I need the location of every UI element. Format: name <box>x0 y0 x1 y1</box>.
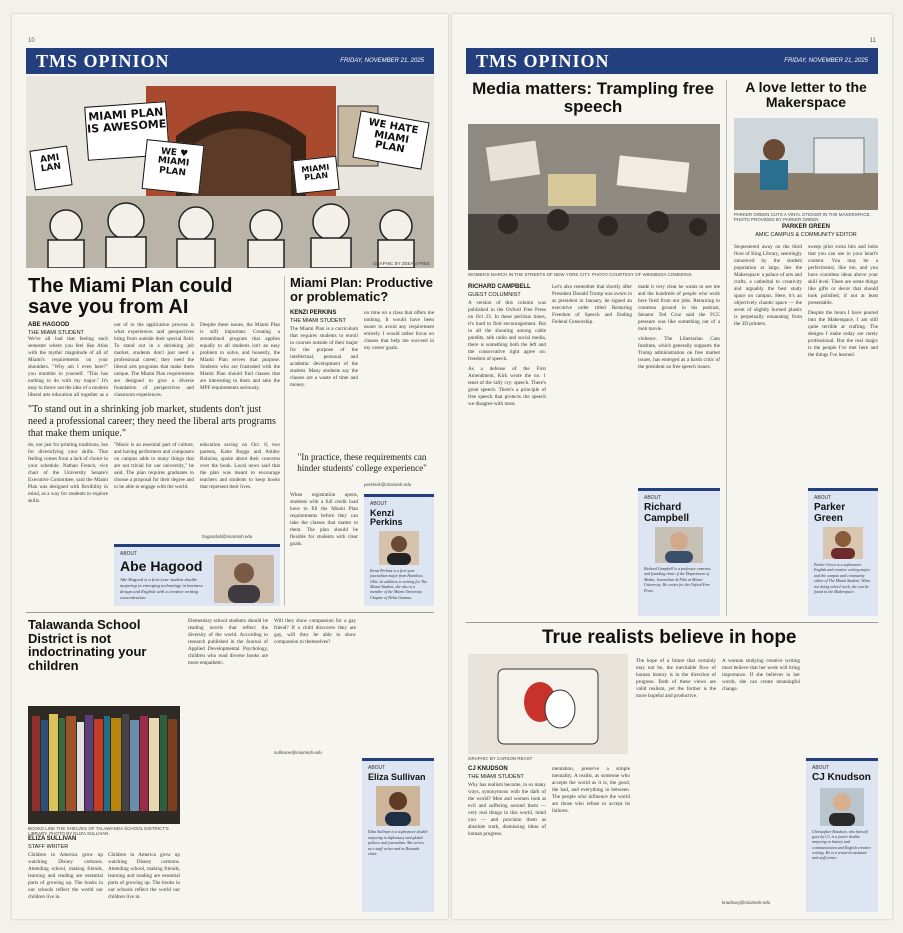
about-author-box <box>114 544 280 606</box>
paragraph: The Miami Plan is a curriculum that requires students to enroll in courses outside of their major for the purpose of the intellectual, personal and academic development of the student. Many students say the classes are a waste of time and money. <box>290 326 358 389</box>
about-label: ABOUT <box>812 765 830 771</box>
headline-miami-plan-ai: The Miami Plan could save you from AI <box>28 275 233 318</box>
bookshelf-photo <box>28 706 180 824</box>
article-column <box>734 244 802 616</box>
article-column <box>200 442 280 532</box>
sign-love: WE ♥ MIAMI PLAN <box>142 139 205 195</box>
article-column <box>28 852 103 912</box>
article-column <box>290 492 358 606</box>
paragraph: As a defense of the First Amendment, Kirk wrote the no. 1 tenet of the rally cry: speech. There's great speech. There's a principle of free speech that protects the speech we disagree with most. <box>468 366 546 408</box>
section-title: TMS OPINION <box>476 50 610 71</box>
portrait-icon <box>655 527 703 563</box>
article-column <box>290 326 358 446</box>
author-role: THE MIAMI STUDENT <box>468 773 524 780</box>
author-role: STAFF WRITER <box>28 843 69 850</box>
pull-quote: "In practice, these requirements can hinder students' college experience" <box>297 452 427 473</box>
author-photo <box>379 531 419 565</box>
paragraph: Sequestered away on the third floor of King Library, seemingly unnoticed by the student population at large, lies the Makerspace: a palace of arts and crafts, a cathedral to creativity and arguably the best study space on campus. Here, it's an objectively chaotic space — the scent of slightly burned plastic is perpetually emanating from the 3D printers. <box>734 244 802 328</box>
portrait-icon <box>823 527 863 559</box>
about-label: ABOUT <box>814 495 832 501</box>
photo-caption: PARKER GREEN CUTS A VINYL STICKER IN THE MAKERSPACE. PHOTO PROVIDED BY PARKER GREEN <box>734 212 871 222</box>
article-column <box>636 658 716 912</box>
about-bio: Eliza Sullivan is a sophomore double majoring in diplomacy and global politics and journalism. She serves as a staff writer and as Rotunda chair. <box>368 829 428 856</box>
author-name: CJ KNUDSON <box>468 766 508 772</box>
article-column <box>108 852 180 912</box>
paragraph: We've all had that feeling each semester where you feel like Atlas with the mythic magnitude of all of Miami's requirements on your shoulders. "Why am I even here?" you mumble to yourself. "This has nothing to do with my major." It's easy to throw out the idea of a modern liberal arts education all together as a <box>28 336 108 398</box>
article-column <box>188 618 268 912</box>
about-label: ABOUT <box>120 551 138 557</box>
author-photo <box>376 786 420 826</box>
about-name: Kenzi Perkins <box>370 508 403 528</box>
author-role: THE MIAMI STUDENT <box>28 329 84 336</box>
portrait-icon <box>379 531 419 565</box>
about-author-box <box>364 494 434 606</box>
section-masthead <box>466 48 878 74</box>
page-number: 11 <box>869 38 876 44</box>
about-bio: Kenzi Perkins is a first-year journalism major from Hamilton, Ohio. In addition to writing for The Miami Student, she also is a member of the Miami University Chapter of Delta Gamma. <box>370 567 428 600</box>
about-author-box <box>362 758 434 912</box>
illustration-credit: GRAPHIC BY ZEEAN FREE <box>372 261 430 266</box>
article-column <box>28 336 108 398</box>
left-page <box>12 14 448 919</box>
article-column <box>808 244 878 474</box>
about-name: Abe Hagood <box>120 558 203 574</box>
right-page <box>452 14 892 919</box>
paragraph: When registration opens, students with a full credit load have to fill the Miami Plan requirements before they can take the classes that matter to them. The plan should be flexible for students with clear goals. <box>290 492 358 548</box>
article-column <box>638 284 720 460</box>
photo-caption: GRAPHIC BY CARSON REAST <box>468 756 533 761</box>
article-column <box>364 310 434 410</box>
portrait-icon <box>376 786 420 826</box>
paragraph: Despite these issues, the Miami Plan is still important. Creating a streamlined program that applies equally to all students isn't an easy problem to solve, and honestly, the Miami Plan serves that purpose. Students who are frustrated with the Miami Plan should find classes that are interesting to them and take the MPF requirements seriously. <box>200 322 280 392</box>
about-label: ABOUT <box>370 501 388 507</box>
author-name: RICHARD CAMPBELL <box>468 284 531 290</box>
paragraph: do, not just for printing traditions, but for diversifying your skills. That feeling comes from a lack of choice in your schedule. Nathan French, vice chair of the University Senate's Executive Committee, said the Miami Plan was designed with flexibility in mind, as a way for students to explore skills. <box>28 442 108 505</box>
paragraph: education saving on Oct. 8, two parents, Katie Boggs and Ashley Boltzius, spoke about their concerns over the book. Local news said that the plan was meant to encourage teachers and students to keep books that represent their lives. <box>200 442 280 491</box>
byline-perkins <box>290 310 360 325</box>
issue-date: FRIDAY, NOVEMBER 21, 2025 <box>340 58 424 64</box>
masks-graphic <box>468 654 628 754</box>
article-column <box>468 782 546 912</box>
about-bio: Parker Green is a sophomore English and creative writing major and the campus and community editor of The Miami Student. When not doing school work, she can be found in the Makerspace. <box>814 562 871 594</box>
author-role: THE MIAMI STUDENT <box>290 317 346 324</box>
author-email: hagoodab@miamioh.edu <box>202 534 253 539</box>
author-photo <box>655 527 703 563</box>
photo-caption: BOOKS LINE THE SHELVES OF TALAWANDA SCHOOL DISTRICT'S LIBRARY. PHOTO BY ELIZA SULLIVAN <box>28 826 169 836</box>
portrait-icon <box>820 788 864 826</box>
article-column <box>28 442 108 584</box>
headline-realists: True realists believe in hope <box>542 627 797 648</box>
author-photo <box>823 527 863 559</box>
author-name: KENZI PERKINS <box>290 310 337 316</box>
makerspace-image <box>734 118 878 210</box>
bookshelf-image <box>28 706 180 824</box>
author-photo <box>214 555 274 603</box>
byline-sullivan <box>28 836 108 851</box>
article-column <box>274 618 356 748</box>
about-name: CJ Knudson <box>812 772 871 783</box>
headline-talawanda: Talawanda School District is not indoctrinating your children <box>28 617 147 673</box>
paragraph: A woman studying creative writing must believe that her work will bring importance. If she believes in her words, she can create meaningful change. <box>722 658 800 693</box>
about-author-box <box>806 758 878 912</box>
about-name: Eliza Sullivan <box>368 772 426 782</box>
makerspace-photo <box>734 118 878 210</box>
page-number: 10 <box>28 38 35 44</box>
paragraph: Children in America grow up watching Disney cartoons. Attending school, making friends, learning and reading are essential parts of growing up. The books in our schools reflect the world our children live in. <box>108 852 180 901</box>
sign-awesome: MIAMI PLAN IS AWESOME <box>84 101 170 161</box>
author-photo <box>820 788 864 826</box>
paragraph: out of to the application process is what experiences and perspectives bring from outside their special field. To stand out in a shrinking job market, students don't just need a professional career; they need the liberal arts programs that make them unique. The Miami Plan requirements are designed to give a diverse foundation of perspectives and classroom experiences. <box>114 322 194 398</box>
illustration-art <box>26 76 434 268</box>
author-name: ABE HAGOOD <box>28 322 70 328</box>
article-column <box>552 766 630 912</box>
author-email: sullivane@miamioh.edu <box>274 750 322 755</box>
paragraph: Children in America grow up watching Disney cartoons. Attending school, making friends, learning and reading are essential parts of growing up. The books in our schools reflect the world our children live in. <box>28 852 103 901</box>
article-column <box>722 658 800 898</box>
about-label: ABOUT <box>644 495 662 501</box>
section-title: TMS OPINION <box>36 50 170 71</box>
column-divider <box>284 276 285 606</box>
about-bio: Christopher Knudson, who himself goes by CJ, is a junior double majoring in history and communication and English creative writing. He is a research assistant and staff writer. <box>812 828 871 861</box>
paragraph: Will they show compassion for a gay friend? If a child discovers they are gay, will they be able to show compassion to themselves? <box>274 618 356 646</box>
about-bio: Abe Hagood is a first-year student double majoring in emerging technology in business design and English with a creative writing concentration. <box>120 576 203 601</box>
about-author-box <box>638 488 720 616</box>
author-email: perkinsk@miamioh.edu <box>364 482 412 487</box>
section-masthead <box>26 48 434 74</box>
paragraph: mentation, preserve a simple mentality. A realist, as someone who accepts the world as it is, the good, the bad, and everything in between. The people who influence the world are those who refuse to accept its failures. <box>552 766 630 815</box>
paragraph: The hope of a future that certainly may not be, the inevitable flow of human history is in the direction of progress. Both of these views are valid realism, yet the former is the more hopeful and productive. <box>636 658 716 700</box>
photo-caption: WOMEN'S MARCH IN THE STREETS OF NEW YORK CITY. PHOTO COURTESY OF WIKIMEDIA COMMONS <box>468 272 692 277</box>
section-rule <box>26 612 434 613</box>
paragraph: Why has realism become, in so many ways, synonymous with the dark of the world? Men and women look at evil and suffering around them — very real things in this world, mind you — and proclaim them as absolute truth, dismissing ideas of human progress. <box>468 782 546 838</box>
author-name: PARKER GREEN <box>782 224 830 230</box>
author-email: knudsocj@miamioh.edu <box>722 900 771 905</box>
about-name: Richard Campbell <box>644 502 690 524</box>
about-bio: Richard Campbell is a professor emeritus and founding chair of the Department of Media, Journalism & Film at Miami University. He writes for the Oxford Free Press. <box>644 566 711 593</box>
byline-hagood <box>28 322 98 337</box>
byline-green <box>734 224 878 239</box>
about-author-box <box>808 488 878 616</box>
headline-media-matters: Media matters: Trampling free speech <box>472 79 714 116</box>
protest-illustration <box>26 76 434 268</box>
paragraph: made it very clear he wants to see me and the hundreds of people who work here fired from our jobs. Returning to common ground in his podcast, Senator Ted Cruz said the FCC pressure was like something out of a mob movie. <box>638 284 720 333</box>
headline-miami-plan-productive: Miami Plan: Productive or problematic? <box>290 275 434 304</box>
article-column <box>468 300 546 616</box>
article-column <box>114 442 194 532</box>
paragraph: Despite the hours I have poured into the Makerspace, I am still quite terrible at crafting. The designs I make today are rarely professional. But the real magic is the people I've met here and the things I've learned. <box>808 310 878 359</box>
paragraph: Elementary school students should be reading novels that reflect the diversity of the world. According to research published in the Journal of Applied Developmental Psychology, children who read diverse books are more empathetic. <box>188 618 268 667</box>
paragraph: violence. The Libertarian Cato Institute, which generally supports the Trump administration on free market issues, has emerged as a harsh critic of the president on free speech issues. <box>638 336 720 371</box>
pull-quote: "To stand out in a shrinking job market, students don't just need a professional career; they need the liberal arts programs that make them unique." <box>28 404 276 439</box>
theater-masks-image <box>468 654 628 754</box>
author-name: ELIZA SULLIVAN <box>28 836 77 842</box>
article-column <box>552 284 632 616</box>
newspaper-spread <box>12 14 892 919</box>
article-column <box>114 322 194 398</box>
sign-hate: WE HATE MIAMI PLAN <box>352 110 429 169</box>
section-rule <box>466 622 878 623</box>
sign-small: MIAMI PLAN <box>292 156 339 194</box>
article-column <box>200 322 280 398</box>
protest-image <box>468 124 720 270</box>
portrait-icon <box>214 555 274 603</box>
issue-date: FRIDAY, NOVEMBER 21, 2025 <box>784 58 868 64</box>
author-role: AMIC CAMPUS & COMMUNITY EDITOR <box>755 231 857 238</box>
headline-makerspace: A love letter to the Makerspace <box>745 79 867 110</box>
byline-knudson <box>468 766 548 781</box>
about-label: ABOUT <box>368 765 386 771</box>
paragraph: "Music is an essential part of culture, and having performers and composers on campus adds to many things that are not trivial for our university," he said. The plan requires graduates to choose a proposal for their degree and to be able to engage with the world. <box>114 442 194 491</box>
about-name: Parker Green <box>814 502 846 524</box>
protest-photo <box>468 124 720 270</box>
column-divider <box>726 80 727 616</box>
sign-partial: AMI LAN <box>29 146 72 191</box>
paragraph: Let's also remember that shortly after President Donald Trump was sworn in as president in January, he signed an executive order titled Restoring Freedom of Speech and Ending Federal Censorship. <box>552 284 632 326</box>
author-role: GUEST COLUMNIST <box>468 291 521 298</box>
paragraph: A version of this column was published in the Oxford Free Press on Oct 23. In these perilous times, it's hard to find encouragement. But in all the shouting among cable pundits, talk radio and social media, there is something both the left and the conservative right agree on: freedom of speech. <box>468 300 546 363</box>
paragraph: sweep pilot extra bits and bobs that you can use in your heart's content. You may be a perfectionist, like me, and you have countless ideas above your skill level. There are some things like gifts or decor that should look polished, if not at least presentable. <box>808 244 878 307</box>
byline-campbell <box>468 284 548 299</box>
paragraph: no time on a class that offers me nothing. It would have been easier to avoid any requirement entirely. I would rather focus on classes that help me succeed in my career goals. <box>364 310 434 352</box>
